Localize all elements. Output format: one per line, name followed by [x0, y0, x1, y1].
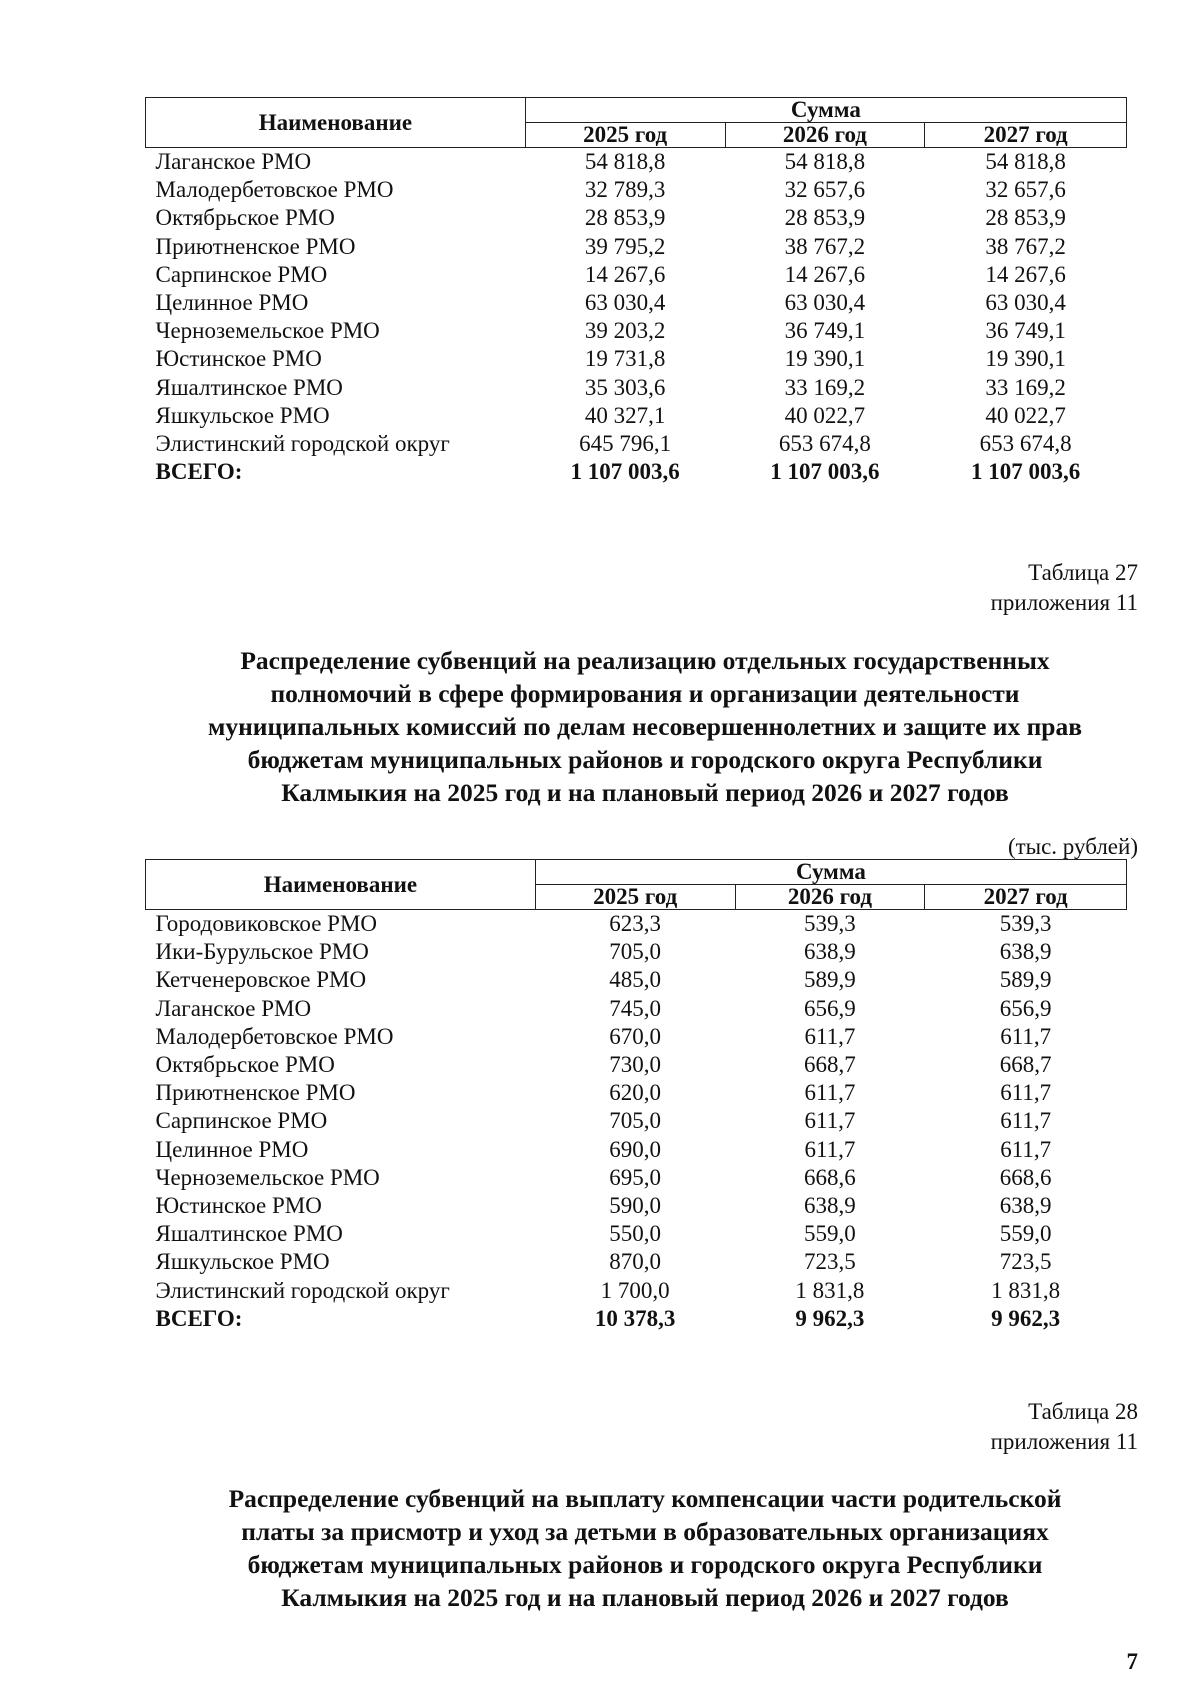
- row-name: Целинное РМО: [155, 290, 309, 316]
- title-line: бюджетам муниципальных районов и городского округа Республики: [247, 745, 1043, 774]
- value-2027: 9 962,3: [991, 1305, 1061, 1331]
- title-line: Калмыкия на 2025 год и на плановый период 2026 и 2027 годов: [281, 778, 1009, 807]
- value-2025: 730,0: [609, 1052, 662, 1078]
- header-2027: 2027 год: [925, 885, 1127, 910]
- row-name: Сарпинское РМО: [155, 1108, 328, 1134]
- row-name: Кетченеровское РМО: [155, 967, 367, 993]
- value-2025: 550,0: [609, 1221, 662, 1247]
- table-27-title: [150, 644, 1140, 809]
- row-name: Юстинское РМО: [155, 1192, 322, 1218]
- value-2027: 668,6: [999, 1164, 1052, 1190]
- table-row: [146, 317, 1127, 345]
- row-name: Яшалтинское РМО: [155, 374, 343, 400]
- value-2027: 40 022,7: [985, 402, 1066, 428]
- table-row: [146, 204, 1127, 232]
- value-2026: 1 831,8: [795, 1277, 865, 1303]
- value-2026: 539,3: [804, 911, 856, 937]
- value-2027: 611,7: [1000, 1136, 1052, 1162]
- value-2027: 638,9: [999, 1192, 1052, 1218]
- value-2027: 1 831,8: [991, 1277, 1061, 1303]
- table-row: [146, 261, 1127, 289]
- table-row: [146, 176, 1127, 204]
- value-2027: 611,7: [1000, 1108, 1052, 1134]
- header-name: Наименование: [146, 98, 526, 148]
- value-2026: 638,9: [804, 939, 856, 965]
- value-2027: 63 030,4: [985, 290, 1066, 316]
- value-2026: 656,9: [804, 995, 856, 1021]
- caption-appendix: приложения 11: [990, 590, 1138, 615]
- value-2025: 623,3: [609, 911, 662, 937]
- value-2025: 54 818,8: [584, 149, 666, 175]
- table-row: [146, 1164, 1127, 1192]
- table-row: [146, 1192, 1127, 1220]
- row-name: Лаганское РМО: [155, 149, 312, 175]
- row-name: Элистинский городской округ: [155, 1277, 450, 1303]
- row-name: Малодербетовское РМО: [155, 1023, 394, 1049]
- value-2027: 14 267,6: [985, 261, 1066, 287]
- value-2026: 611,7: [804, 1080, 856, 1106]
- value-2027: 653 674,8: [979, 430, 1072, 456]
- row-name: Ики-Бурульское РМО: [155, 939, 369, 965]
- header-2027: 2027 год: [925, 123, 1127, 148]
- title-line: платы за присмотр и уход за детьми в образовательных организациях: [241, 1517, 1049, 1546]
- value-2025: 870,0: [609, 1249, 662, 1275]
- title-line: бюджетам муниципальных районов и городского округа Республики: [247, 1550, 1043, 1579]
- value-2027: 1 107 003,6: [971, 459, 1081, 485]
- value-2026: 33 169,2: [784, 374, 866, 400]
- unit-label: (тыс. рублей): [1007, 834, 1138, 859]
- header-2026: 2026 год: [735, 885, 925, 910]
- value-2027: 539,3: [999, 911, 1052, 937]
- caption-table-number: Таблица 28: [1028, 1399, 1138, 1424]
- row-name: Черноземельское РМО: [155, 1164, 380, 1190]
- caption-table-number: Таблица 27: [1028, 560, 1138, 585]
- value-2026: 63 030,4: [784, 290, 866, 316]
- table-28-caption: [991, 1397, 1138, 1457]
- row-name: Приютненское РМО: [155, 233, 356, 259]
- value-2027: 33 169,2: [985, 374, 1066, 400]
- value-2025: 28 853,9: [584, 205, 666, 231]
- title-line: муниципальных комиссий по делам несовершеннолетних и защите их прав: [207, 712, 1083, 741]
- table-row: [146, 148, 1127, 177]
- value-2026: 723,5: [804, 1249, 856, 1275]
- value-2026: 40 022,7: [784, 402, 866, 428]
- value-2027: 723,5: [999, 1249, 1052, 1275]
- value-2026: 14 267,6: [784, 261, 866, 287]
- value-2027: 638,9: [999, 939, 1052, 965]
- value-2027: 668,7: [999, 1052, 1052, 1078]
- row-name: Сарпинское РМО: [155, 261, 328, 287]
- row-name: Малодербетовское РМО: [155, 177, 394, 203]
- value-2025: 14 267,6: [584, 261, 666, 287]
- value-2025: 485,0: [609, 967, 662, 993]
- row-name: Октябрьское РМО: [155, 205, 335, 231]
- table-row: [146, 374, 1127, 402]
- value-2027: 54 818,8: [985, 149, 1066, 175]
- table-row: [146, 345, 1127, 373]
- row-name: Яшалтинское РМО: [155, 1221, 343, 1247]
- value-2026: 28 853,9: [784, 205, 866, 231]
- value-2027: 656,9: [999, 995, 1052, 1021]
- row-name: Элистинский городской округ: [155, 430, 450, 456]
- caption-appendix: приложения 11: [990, 1429, 1138, 1454]
- table-row: [146, 1079, 1127, 1107]
- header-sum: Сумма: [525, 98, 1126, 123]
- total-row: [146, 458, 1127, 486]
- table-27: [145, 859, 1127, 1333]
- value-2025: 10 378,3: [594, 1305, 676, 1331]
- row-name: ВСЕГО:: [155, 1305, 243, 1331]
- table-1: [145, 97, 1127, 486]
- value-2026: 36 749,1: [784, 318, 866, 344]
- value-2026: 38 767,2: [784, 233, 866, 259]
- row-name: Октябрьское РМО: [155, 1052, 335, 1078]
- row-name: Целинное РМО: [155, 1136, 309, 1162]
- value-2027: 28 853,9: [985, 205, 1066, 231]
- value-2025: 1 700,0: [600, 1277, 670, 1303]
- title-line: Распределение субвенций на выплату компенсации части родительской: [228, 1484, 1062, 1513]
- value-2026: 1 107 003,6: [770, 459, 880, 485]
- row-name: Лаганское РМО: [155, 995, 312, 1021]
- table-row: [146, 910, 1127, 939]
- row-name: Приютненское РМО: [155, 1080, 356, 1106]
- table-row: [146, 430, 1127, 458]
- table-row: [146, 233, 1127, 261]
- total-row: [146, 1305, 1127, 1333]
- value-2025: 620,0: [609, 1080, 662, 1106]
- value-2026: 668,6: [804, 1164, 856, 1190]
- row-name: Юстинское РМО: [155, 346, 322, 372]
- header-sum: Сумма: [535, 860, 1126, 885]
- value-2025: 645 796,1: [579, 430, 672, 456]
- row-name: ВСЕГО:: [155, 459, 243, 485]
- table-row: [146, 1023, 1127, 1051]
- value-2026: 611,7: [804, 1108, 856, 1134]
- value-2027: 36 749,1: [985, 318, 1066, 344]
- value-2025: 670,0: [609, 1023, 662, 1049]
- value-2027: 559,0: [999, 1221, 1052, 1247]
- value-2026: 668,7: [804, 1052, 856, 1078]
- value-2025: 39 795,2: [584, 233, 666, 259]
- table-row: [146, 1051, 1127, 1079]
- table-row: [146, 1276, 1127, 1304]
- table-row: [146, 1107, 1127, 1135]
- value-2025: 40 327,1: [584, 402, 666, 428]
- value-2025: 695,0: [609, 1164, 662, 1190]
- value-2025: 1 107 003,6: [570, 459, 680, 485]
- table-row: [146, 289, 1127, 317]
- value-2026: 611,7: [804, 1136, 856, 1162]
- value-2026: 32 657,6: [784, 177, 866, 203]
- value-2026: 19 390,1: [784, 346, 866, 372]
- value-2025: 32 789,3: [584, 177, 666, 203]
- value-2025: 35 303,6: [584, 374, 666, 400]
- table-row: [146, 1136, 1127, 1164]
- value-2025: 39 203,2: [584, 318, 666, 344]
- table-row: [146, 1220, 1127, 1248]
- row-name: Яшкульское РМО: [155, 1249, 330, 1275]
- row-name: Городовиковское РМО: [155, 911, 378, 937]
- table-row: [146, 966, 1127, 994]
- value-2026: 589,9: [804, 967, 856, 993]
- value-2027: 38 767,2: [985, 233, 1066, 259]
- row-name: Черноземельское РМО: [155, 318, 380, 344]
- value-2026: 638,9: [804, 1192, 856, 1218]
- value-2025: 745,0: [609, 995, 662, 1021]
- value-2025: 63 030,4: [584, 290, 666, 316]
- value-2026: 611,7: [804, 1023, 856, 1049]
- value-2027: 611,7: [1000, 1080, 1052, 1106]
- value-2027: 32 657,6: [985, 177, 1066, 203]
- value-2026: 9 962,3: [795, 1305, 865, 1331]
- value-2025: 690,0: [609, 1136, 662, 1162]
- row-name: Яшкульское РМО: [155, 402, 330, 428]
- title-line: Калмыкия на 2025 год и на плановый период 2026 и 2027 годов: [281, 1583, 1009, 1612]
- value-2025: 590,0: [609, 1192, 662, 1218]
- value-2026: 653 674,8: [778, 430, 871, 456]
- header-2026: 2026 год: [725, 123, 925, 148]
- value-2027: 589,9: [999, 967, 1052, 993]
- value-2025: 705,0: [609, 939, 662, 965]
- value-2027: 611,7: [1000, 1023, 1052, 1049]
- table-27-caption: [991, 558, 1138, 618]
- title-line: полномочий в сфере формирования и организации деятельности: [270, 679, 1020, 708]
- value-2025: 705,0: [609, 1108, 662, 1134]
- table-row: [146, 402, 1127, 430]
- value-2025: 19 731,8: [584, 346, 666, 372]
- value-2026: 54 818,8: [784, 149, 866, 175]
- table-row: [146, 1248, 1127, 1276]
- value-2026: 559,0: [804, 1221, 856, 1247]
- header-2025: 2025 год: [535, 885, 735, 910]
- table-row: [146, 938, 1127, 966]
- table-28-title: [150, 1482, 1140, 1614]
- header-2025: 2025 год: [525, 123, 725, 148]
- table-row: [146, 995, 1127, 1023]
- value-2027: 19 390,1: [985, 346, 1066, 372]
- title-line: Распределение субвенций на реализацию отдельных государственных: [240, 646, 1050, 675]
- page-number: 7: [1126, 1649, 1138, 1674]
- header-name: Наименование: [146, 860, 536, 910]
